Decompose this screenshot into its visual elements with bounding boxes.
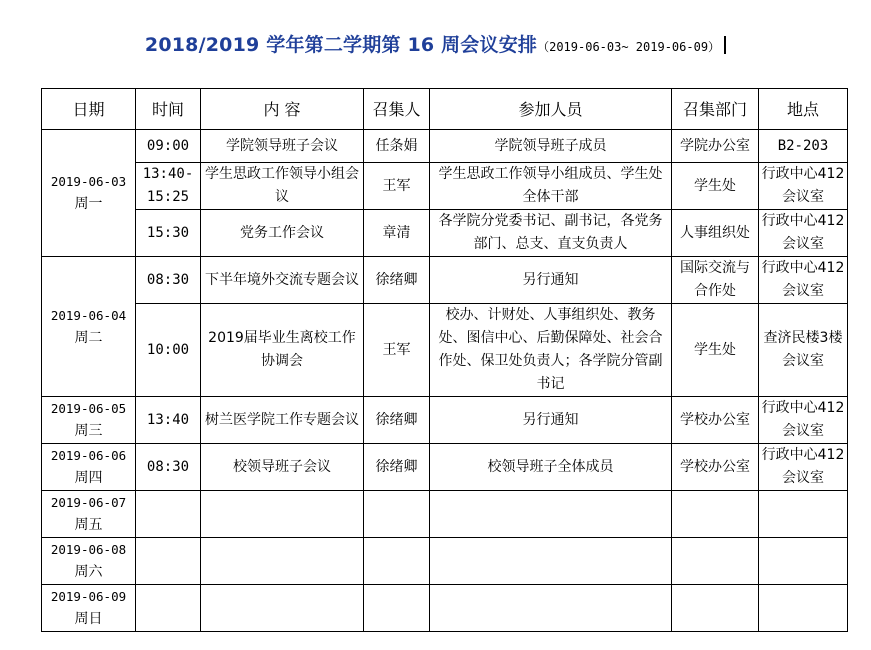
content-cell: 校领导班子会议 <box>201 444 364 491</box>
empty-cell <box>759 538 848 585</box>
header-time: 时间 <box>136 89 201 130</box>
time-cell: 10:00 <box>136 304 201 397</box>
table-row <box>42 257 848 304</box>
weekday: 周五 <box>74 517 103 533</box>
time-cell: 09:00 <box>136 130 201 163</box>
weekday: 周日 <box>74 611 103 627</box>
content-cell: 树兰医学院工作专题会议 <box>201 397 364 444</box>
convener-cell: 章清 <box>364 210 430 257</box>
header-date: 日期 <box>42 89 136 130</box>
content-cell: 下半年境外交流专题会议 <box>201 257 364 304</box>
content-cell: 学生思政工作领导小组会议 <box>201 163 364 210</box>
table-header-row <box>42 89 848 130</box>
header-content: 内 容 <box>201 89 364 130</box>
location-cell: 行政中心412会议室 <box>759 257 848 304</box>
weekday: 周四 <box>74 470 103 486</box>
empty-cell <box>136 538 201 585</box>
empty-cell <box>672 585 759 632</box>
date-value: 2019-06-06 <box>50 448 127 463</box>
convener-cell: 王军 <box>364 304 430 397</box>
empty-cell <box>430 538 672 585</box>
dept-cell: 学生处 <box>672 304 759 397</box>
dept-cell: 学院办公室 <box>672 130 759 163</box>
empty-cell <box>136 491 201 538</box>
empty-cell <box>136 585 201 632</box>
convener-cell: 任条娟 <box>364 130 430 163</box>
participants-cell: 学院领导班子成员 <box>430 130 672 163</box>
table-row <box>42 444 848 491</box>
date-cell <box>42 397 136 444</box>
empty-cell <box>759 585 848 632</box>
date-value: 2019-06-08 <box>50 542 127 557</box>
date-value: 2019-06-07 <box>50 495 127 510</box>
content-cell: 2019届毕业生离校工作协调会 <box>201 304 364 397</box>
convener-cell: 徐绪卿 <box>364 397 430 444</box>
convener-cell: 徐绪卿 <box>364 257 430 304</box>
empty-cell <box>430 585 672 632</box>
table-row <box>42 304 848 397</box>
empty-cell <box>364 491 430 538</box>
empty-cell <box>430 491 672 538</box>
title-main: 2018/2019 学年第二学期第 16 周会议安排 <box>144 34 538 56</box>
empty-cell <box>201 491 364 538</box>
location-cell: B2-203 <box>759 130 848 163</box>
header-location: 地点 <box>759 89 848 130</box>
participants-cell: 校领导班子全体成员 <box>430 444 672 491</box>
weekday: 周二 <box>74 329 103 346</box>
convener-cell: 王军 <box>364 163 430 210</box>
participants-cell: 另行通知 <box>430 257 672 304</box>
table-row <box>42 538 848 585</box>
empty-cell <box>364 538 430 585</box>
content-cell: 党务工作会议 <box>201 210 364 257</box>
empty-cell <box>672 491 759 538</box>
empty-cell <box>201 585 364 632</box>
location-cell: 行政中心412会议室 <box>759 397 848 444</box>
time-cell: 13:40 <box>136 397 201 444</box>
weekday: 周一 <box>74 196 103 212</box>
empty-cell <box>364 585 430 632</box>
weekday: 周六 <box>74 564 103 580</box>
time-cell: 13:40-15:25 <box>136 163 201 210</box>
participants-cell: 各学院分党委书记、副书记，各党务部门、总支、直支负责人 <box>430 210 672 257</box>
dept-cell: 人事组织处 <box>672 210 759 257</box>
table-row <box>42 130 848 163</box>
location-cell: 行政中心412会议室 <box>759 444 848 491</box>
header-dept: 召集部门 <box>672 89 759 130</box>
date-cell <box>42 444 136 491</box>
date-cell <box>42 585 136 632</box>
date-cell <box>42 491 136 538</box>
participants-cell: 学生思政工作领导小组成员、学生处全体干部 <box>430 163 672 210</box>
date-value: 2019-06-09 <box>50 589 127 604</box>
location-cell: 行政中心412会议室 <box>759 163 848 210</box>
date-cell <box>42 257 136 397</box>
dept-cell: 学生处 <box>672 163 759 210</box>
date-cell <box>42 130 136 257</box>
time-cell: 15:30 <box>136 210 201 257</box>
table-row <box>42 210 848 257</box>
title-date-range: （2019-06-03~ 2019-06-09） <box>537 40 721 54</box>
dept-cell: 学校办公室 <box>672 444 759 491</box>
header-convener: 召集人 <box>364 89 430 130</box>
table-row <box>42 491 848 538</box>
text-cursor <box>724 36 726 54</box>
convener-cell: 徐绪卿 <box>364 444 430 491</box>
table-row <box>42 163 848 210</box>
meeting-schedule-table <box>41 88 848 632</box>
date-cell <box>42 538 136 585</box>
dept-cell: 国际交流与合作处 <box>672 257 759 304</box>
time-cell: 08:30 <box>136 257 201 304</box>
location-cell: 查济民楼3楼会议室 <box>759 304 848 397</box>
date-value: 2019-06-04 <box>50 307 127 323</box>
date-value: 2019-06-05 <box>50 401 127 416</box>
empty-cell <box>201 538 364 585</box>
dept-cell: 学校办公室 <box>672 397 759 444</box>
page-title <box>0 30 871 57</box>
participants-cell: 校办、计财处、人事组织处、教务处、图信中心、后勤保障处、社会合作处、保卫处负责人；各学院分管副书记 <box>430 304 672 397</box>
table-row <box>42 397 848 444</box>
location-cell: 行政中心412会议室 <box>759 210 848 257</box>
header-participants: 参加人员 <box>430 89 672 130</box>
time-cell: 08:30 <box>136 444 201 491</box>
content-cell: 学院领导班子会议 <box>201 130 364 163</box>
date-value: 2019-06-03 <box>50 174 127 189</box>
empty-cell <box>759 491 848 538</box>
weekday: 周三 <box>74 423 103 439</box>
participants-cell: 另行通知 <box>430 397 672 444</box>
table-row <box>42 585 848 632</box>
empty-cell <box>672 538 759 585</box>
